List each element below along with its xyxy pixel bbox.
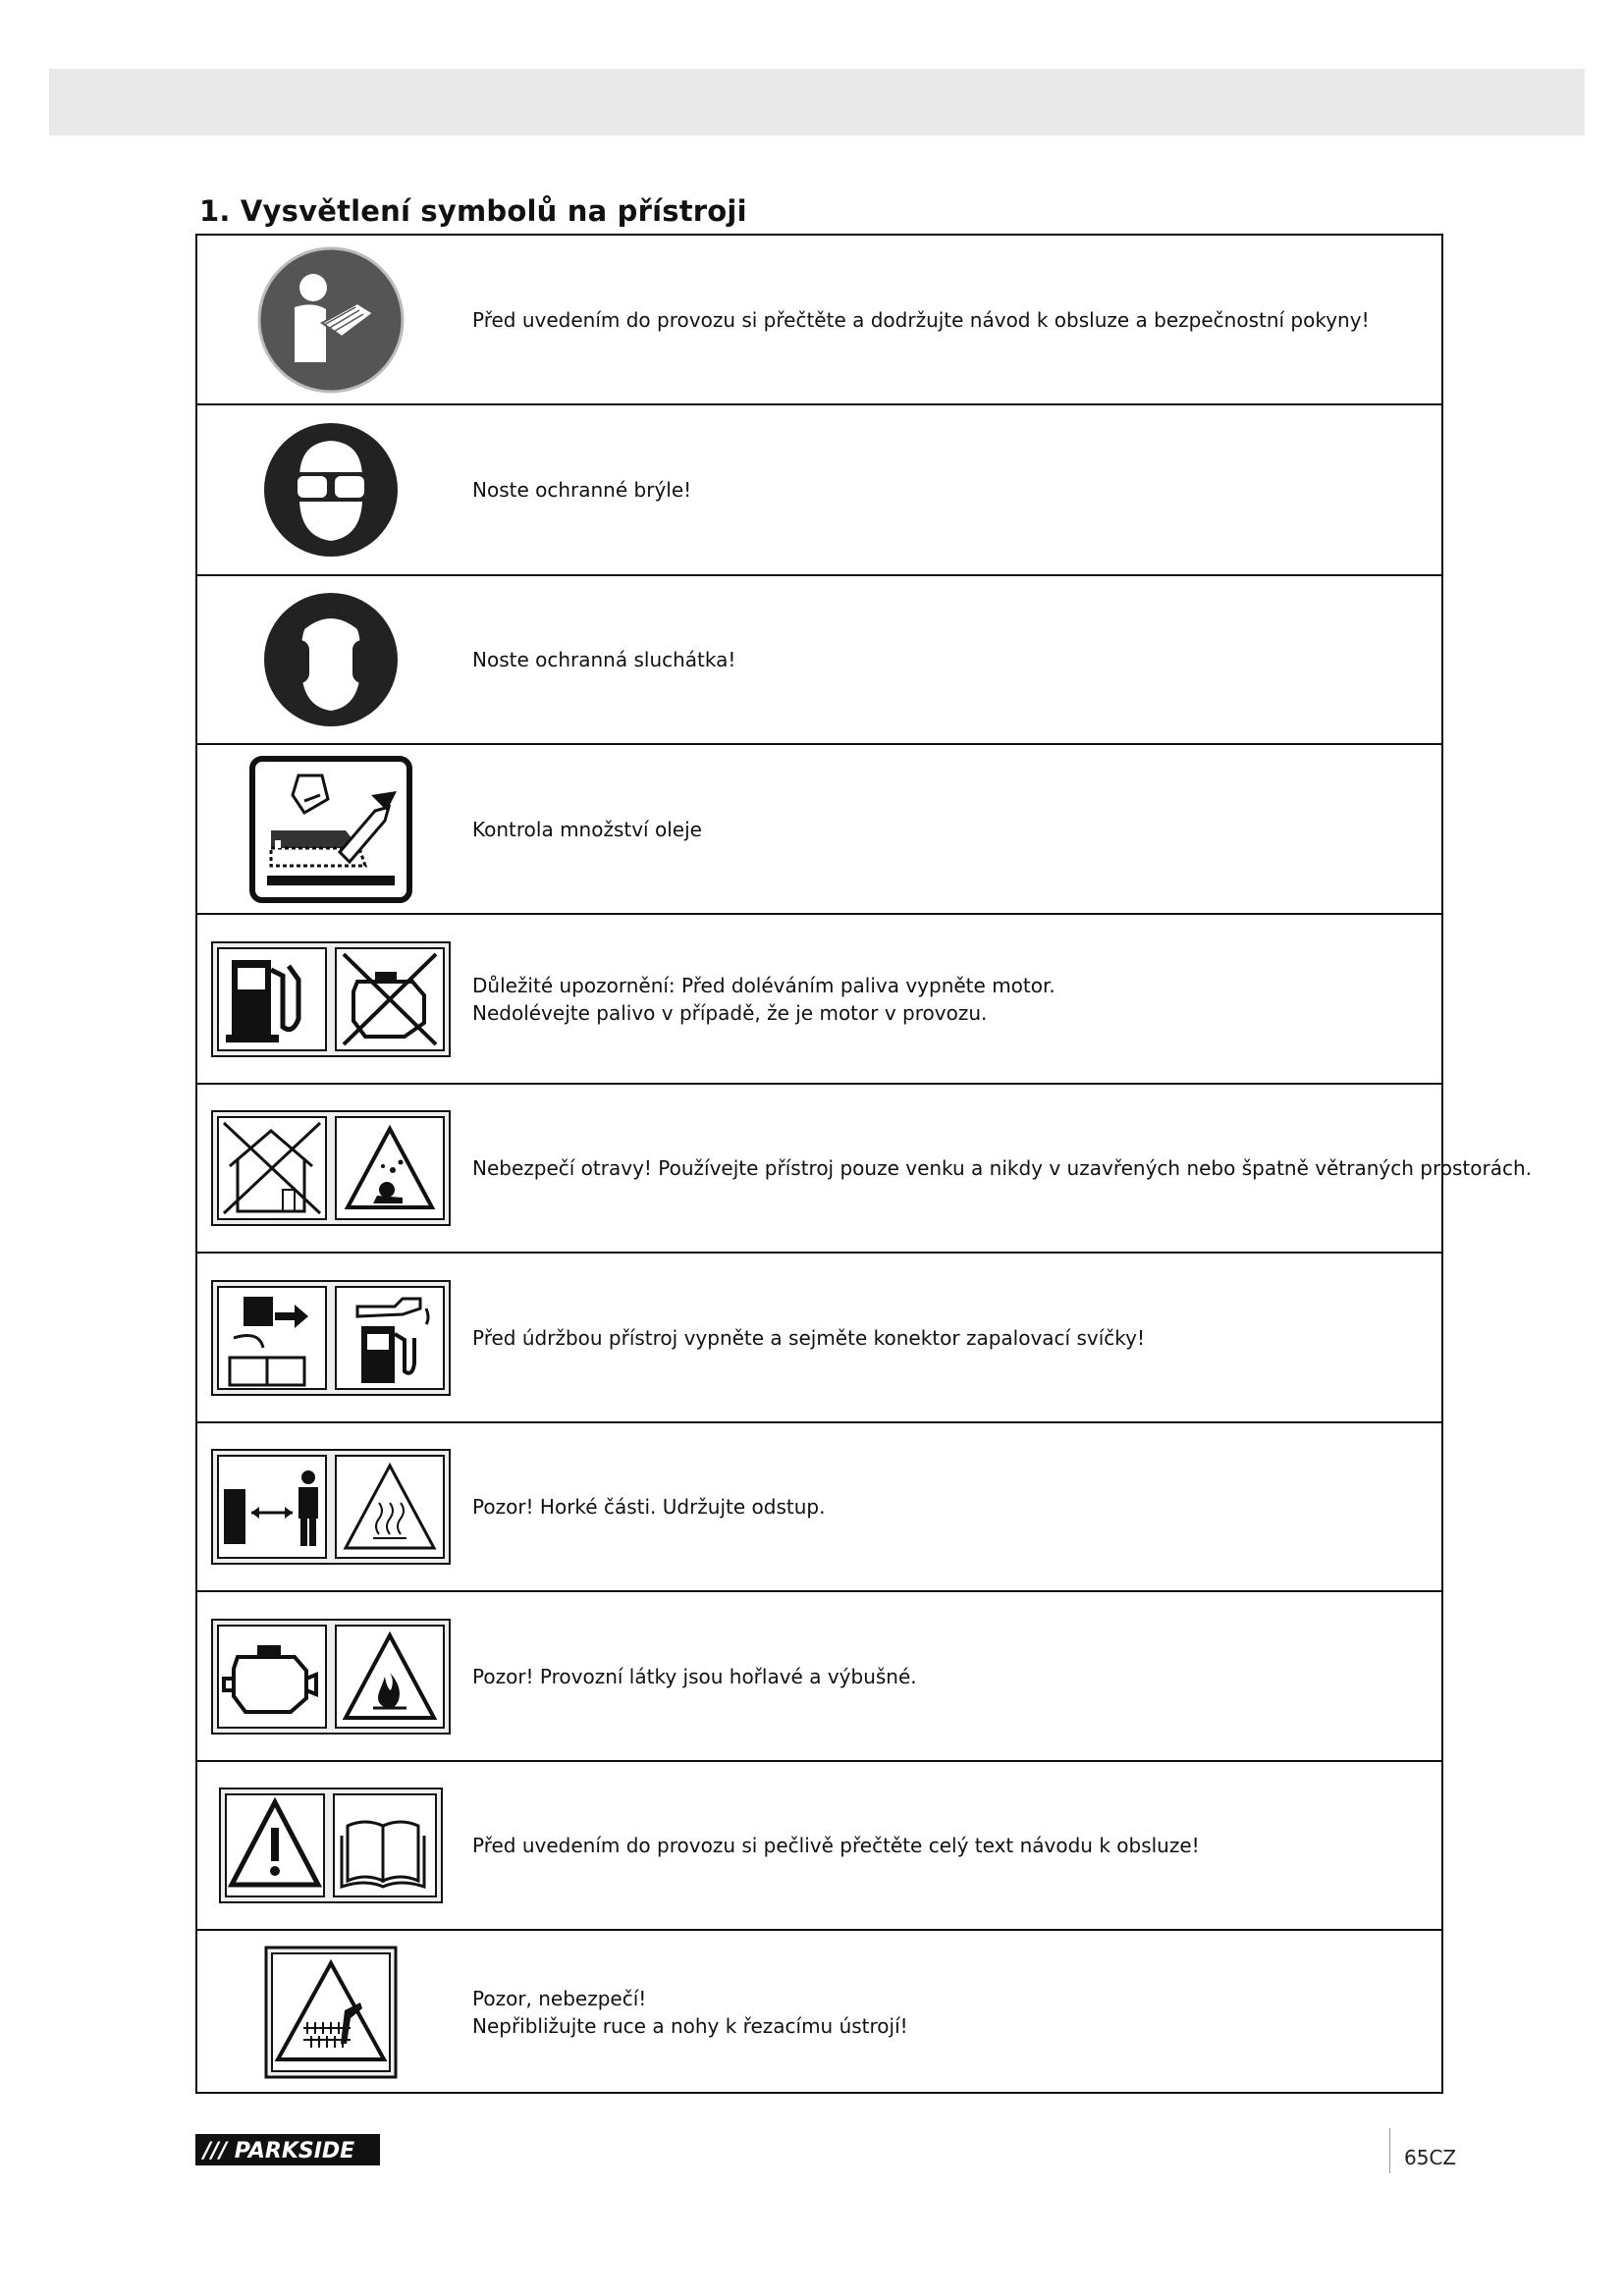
symbol-description: Důležité upozornění: Před doléváním paliva vypněte motor. Nedolévejte palivo v případě, že je motor v provozu. <box>472 973 1056 1025</box>
hot-parts-distance-icon <box>210 1448 452 1566</box>
symbol-description: Před údržbou přístroj vypněte a sejměte konektor zapalovací svíčky! <box>472 1325 1145 1350</box>
symbol-row <box>197 236 1441 405</box>
symbol-description: Pozor! Horké části. Udržujte odstup. <box>472 1495 826 1519</box>
symbol-cell <box>197 1762 464 1929</box>
symbol-row <box>197 405 1441 576</box>
section-title: 1. Vysvětlení symbolů na přístroji <box>199 194 747 228</box>
page-number: 65CZ <box>1404 2146 1457 2169</box>
symbol-row <box>197 1085 1532 1254</box>
symbol-description: Pozor! Provozní látky jsou hořlavé a výbušné. <box>472 1664 917 1688</box>
svg-text:/// PARKSIDE: /// PARKSIDE <box>203 2139 355 2163</box>
ear-protection-icon <box>262 591 400 728</box>
cutting-blade-hazard-icon <box>264 1946 398 2079</box>
oil-check-icon <box>249 756 412 903</box>
symbol-cell <box>197 915 464 1083</box>
symbol-cell <box>197 405 464 574</box>
symbol-row <box>197 1762 1441 1931</box>
warning-read-manual-icon <box>218 1787 444 1904</box>
symbol-cell <box>197 236 464 403</box>
footer-divider <box>1389 2128 1390 2173</box>
symbol-row <box>197 1423 1441 1592</box>
symbol-row <box>197 576 1441 745</box>
symbol-description: Před uvedením do provozu si přečtěte a dodržujte návod k obsluze a bezpečnostní pokyny! <box>472 307 1370 332</box>
symbol-description: Noste ochranná sluchátka! <box>472 648 736 671</box>
symbol-description: Kontrola množství oleje <box>472 817 702 841</box>
symbol-row <box>197 745 1441 915</box>
symbol-row <box>197 915 1441 1085</box>
symbol-description: Nebezpečí otravy! Používejte přístroj pouze venku a nikdy v uzavřených nebo špatně větraných prostorách. <box>472 1156 1532 1180</box>
parkside-logo <box>195 2134 380 2165</box>
symbol-cell <box>197 1931 464 2094</box>
flammable-explosive-icon <box>210 1618 452 1735</box>
read-manual-icon <box>257 246 405 394</box>
symbol-row <box>197 1931 1441 2094</box>
symbol-row <box>197 1592 1441 1762</box>
symbol-cell <box>197 576 464 743</box>
symbol-table <box>195 234 1532 2094</box>
symbol-row <box>197 1254 1441 1423</box>
symbol-description: Noste ochranné brýle! <box>472 478 692 502</box>
symbol-cell <box>197 745 464 913</box>
symbol-cell <box>197 1592 464 1760</box>
refuel-engine-off-icon <box>210 940 452 1058</box>
symbol-description: Pozor, nebezpečí! Nepřibližujte ruce a nohy k řezacímu ústrojí! <box>472 1987 908 2038</box>
symbol-cell <box>197 1254 464 1421</box>
symbol-cell <box>197 1085 464 1252</box>
poisoning-outdoor-only-icon <box>210 1109 452 1227</box>
maintenance-spark-plug-icon <box>210 1279 452 1397</box>
safety-goggles-icon <box>262 421 400 559</box>
symbol-cell <box>197 1423 464 1590</box>
symbol-description: Před uvedením do provozu si pečlivě přečtěte celý text návodu k obsluze! <box>472 1834 1200 1857</box>
header-bar <box>49 69 1585 135</box>
